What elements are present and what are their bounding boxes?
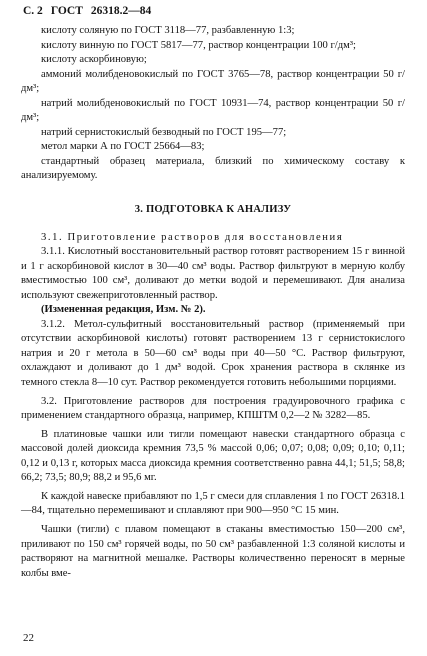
clause-3-2: 3.2. Приготовление растворов для построения градуировочного графика с применением стандартного образца, например, КПШТМ 0,2—2 № 3282—85.: [21, 395, 405, 422]
clause-3-2-dissolution: Чашки (тигли) с плавом помещают в стаканы вместимостью 150—200 см³, приливают по 150 см³ горячей воды, по 50 см³ разбавленной 1:3 соляной кислоты и растворяют на магнитной мешалке. Растворы количественно переносят в мерные колбы вме-: [21, 523, 405, 579]
reagent-item: метол марки А по ГОСТ 25664—83;: [41, 141, 205, 153]
reagent-item: натрий молибденовокислый по ГОСТ 10931—74, раствор концентрации 50 г/дм³;: [21, 97, 405, 124]
page-number: 22: [23, 632, 34, 644]
header-page: С. 2: [23, 5, 43, 17]
edition-note: (Измененная редакция, Изм. № 2).: [41, 304, 206, 316]
section-title: 3. ПОДГОТОВКА К АНАЛИЗУ: [134, 204, 292, 216]
reagent-item: кислоту винную по ГОСТ 5817—77, раствор концентрации 100 г/дм³;: [41, 39, 356, 51]
header-gost: ГОСТ: [50, 5, 83, 17]
page-header: [23, 5, 159, 17]
reagent-item: кислоту соляную по ГОСТ 3118—77, разбавленную 1:3;: [41, 25, 295, 36]
reagent-item: стандартный образец материала, близкий по химическому составу к анализируемому.: [21, 155, 405, 182]
clause-3-1-2: 3.1.2. Метол-сульфитный восстановительный раствор (применяемый при отсутствии аскорбиновой кислоты) готовят растворением 13 г сернистокислого натрия и 20 г метола в 50—60 см³ воды при 40—50 °С. Раствор фильтруют, охлаждают и доливают до 1 дм³ водой. Срок хранения раствора в склянке из темного стекла 8—10 сут. Раствор рекомендуется готовить небольшими порциями.: [21, 318, 405, 389]
document-body: [21, 24, 405, 581]
clause-3-2-fusion: К каждой навеске прибавляют по 1,5 г смеси для сплавления 1 по ГОСТ 26318.1—84, тщательно перемешивают и сплавляют при 900—950 °С 15 мин.: [21, 490, 405, 517]
clause-3-1: 3.1. Приготовление растворов для восстановления: [41, 231, 344, 243]
reagent-item: натрий сернистокислый безводный по ГОСТ 195—77;: [41, 126, 287, 138]
clause-3-1-1: 3.1.1. Кислотный восстановительный раствор готовят растворением 15 г винной и 1 г аскорбиновой кислот в 30—40 см³ воды. Раствор фильтруют в мерную колбу вместимостью 100 см³, доливают до метки водой и перемешивают. Для анализа используют свежеприготовленный раствор.: [21, 246, 405, 301]
reagent-item: кислоту аскорбиновую;: [41, 54, 147, 66]
clause-3-2-samples: В платиновые чашки или тигли помещают навески стандартного образца с массовой долей диоксида кремния 73,5 % массой 0,06; 0,07; 0,08; 0,09; 0,10; 0,11; 0,12 и 0,13 г, которых масса диоксида кремния соответственно равна 44,1; 51,5; 58,8; 66,2; 73,5; 80,9; 88,2 и 95,6 мг.: [21, 428, 405, 484]
reagent-item: аммоний молибденовокислый по ГОСТ 3765—78, раствор концентрации 50 г/дм³;: [21, 68, 405, 95]
header-number: 26318.2—84: [90, 5, 152, 17]
